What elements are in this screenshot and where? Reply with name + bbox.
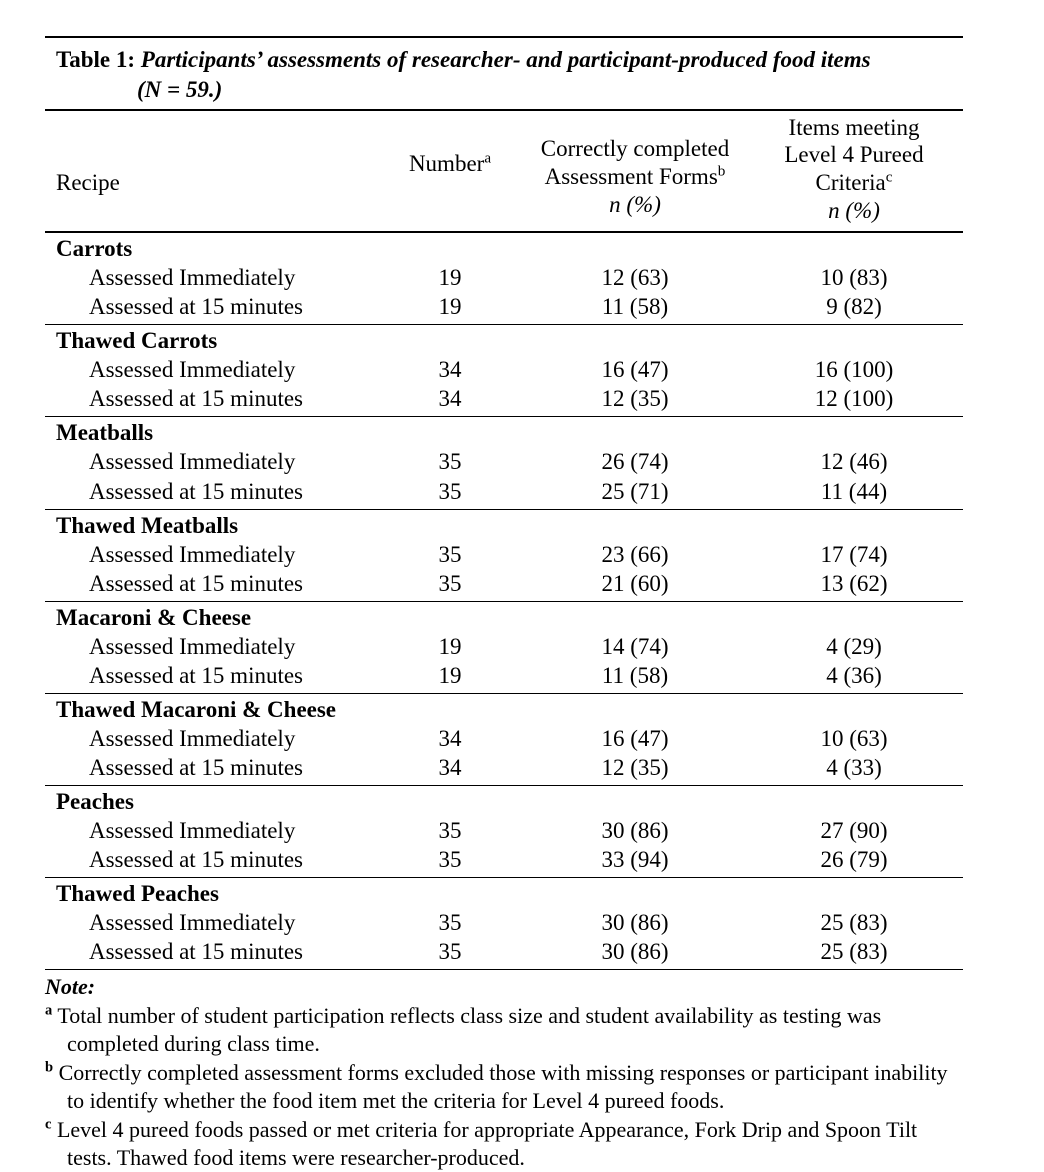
notes-list: [45, 1002, 963, 1172]
cell-forms: 11 (58): [601, 662, 669, 688]
cell-items: 16 (100): [814, 357, 894, 383]
cell-items: 13 (62): [820, 570, 888, 596]
table-section: [45, 325, 963, 417]
table-notes: [45, 970, 963, 1172]
cell-recipe: Assessed at 15 minutes: [89, 478, 304, 504]
section-heading: Thawed Macaroni & Cheese: [56, 696, 337, 722]
cell-forms: 12 (63): [601, 265, 669, 291]
cell-recipe: Assessed at 15 minutes: [89, 294, 304, 320]
table-section: [45, 233, 963, 325]
cell-forms: 23 (66): [601, 541, 669, 567]
section-heading: Peaches: [56, 789, 134, 814]
column-header-recipe: Recipe: [56, 170, 120, 196]
note-item: [45, 1059, 963, 1115]
cell-number: 35: [438, 449, 462, 475]
column-header-forms-line2: Assessment Forms: [544, 163, 718, 189]
cell-number: 35: [438, 570, 462, 596]
cell-items: 27 (90): [820, 818, 888, 844]
cell-recipe: Assessed at 15 minutes: [89, 847, 304, 873]
notes-heading: Note:: [45, 974, 96, 1000]
column-header-items-line3-wrap: [745, 169, 963, 197]
column-header-forms: [525, 135, 745, 226]
section-heading: Meatballs: [56, 420, 154, 446]
cell-recipe: Assessed Immediately: [89, 541, 296, 567]
cell-items: 12 (46): [820, 449, 888, 475]
cell-number: 35: [438, 847, 462, 873]
cell-number: 19: [438, 633, 462, 659]
cell-recipe: Assessed at 15 minutes: [89, 939, 304, 965]
section-heading: Thawed Peaches: [56, 881, 219, 907]
note-text: Level 4 pureed foods passed or met criteria for appropriate Appearance, Fork Drip and Spoon Tilt tests. Thawed food items were researcher-produced.: [56, 1116, 918, 1170]
cell-number: 34: [438, 386, 462, 412]
section-heading: Carrots: [56, 236, 133, 262]
cell-recipe: Assessed Immediately: [89, 725, 296, 751]
column-header-items-line2: Level 4 Pureed: [784, 142, 924, 168]
footnote-ref-a: a: [484, 149, 492, 167]
section-heading: Thawed Carrots: [56, 328, 218, 354]
note-marker: c: [45, 1116, 52, 1133]
cell-forms: 25 (71): [601, 478, 669, 504]
cell-recipe: Assessed Immediately: [89, 265, 296, 291]
column-header-number: [375, 151, 525, 226]
cell-items: 10 (63): [820, 725, 888, 751]
table-row: [45, 477, 963, 506]
table-row: [45, 845, 963, 874]
cell-items: 25 (83): [820, 910, 888, 936]
cell-recipe: Assessed Immediately: [89, 818, 296, 844]
table-row: [45, 632, 963, 661]
cell-number: 19: [438, 265, 462, 291]
cell-forms: 12 (35): [601, 386, 669, 412]
table-row: [45, 724, 963, 753]
table-row: [45, 384, 963, 413]
note-text: Total number of student participation reflects class size and student availability as testing was completed during class time.: [57, 1003, 882, 1057]
column-header-number-label: Number: [408, 151, 485, 177]
cell-number: 19: [438, 294, 462, 320]
table-row: [45, 661, 963, 690]
cell-number: 34: [438, 725, 462, 751]
cell-items: 4 (36): [826, 662, 882, 688]
table-section: [45, 417, 963, 509]
table-section: [45, 694, 963, 786]
table-row: [45, 292, 963, 321]
column-header-items-units: n (%): [828, 197, 880, 223]
cell-forms: 16 (47): [601, 357, 669, 383]
note-text: Correctly completed assessment forms excluded those with missing responses or participant inability to identify whether the food item met the criteria for Level 4 pureed foods.: [58, 1060, 948, 1114]
cell-recipe: Assessed Immediately: [89, 910, 296, 936]
cell-items: 4 (33): [826, 754, 882, 780]
table-title: Participants’ assessments of researcher- and participant-produced food items: [140, 47, 871, 72]
cell-number: 35: [438, 910, 462, 936]
column-header-forms-line2-wrap: [525, 163, 745, 191]
table-section: [45, 878, 963, 970]
table-row: [45, 355, 963, 384]
cell-items: 4 (29): [826, 633, 882, 659]
cell-recipe: Assessed at 15 minutes: [89, 386, 304, 412]
cell-items: 10 (83): [820, 265, 888, 291]
note-item: [45, 1116, 963, 1172]
cell-number: 19: [438, 662, 462, 688]
cell-recipe: Assessed Immediately: [89, 357, 296, 383]
table-row: [45, 816, 963, 845]
table-label: Table 1:: [56, 47, 136, 72]
table-row: [45, 908, 963, 937]
cell-forms: 12 (35): [601, 754, 669, 780]
table-row: [45, 263, 963, 292]
table-section: [45, 510, 963, 602]
table-section: [45, 786, 963, 878]
table-1: [45, 36, 963, 1172]
cell-items: 12 (100): [814, 386, 894, 412]
cell-items: 25 (83): [820, 939, 888, 965]
note-item: [45, 1002, 963, 1058]
table-caption: [45, 38, 963, 109]
table-header-row: [45, 111, 963, 231]
table-row: [45, 937, 963, 966]
section-heading: Macaroni & Cheese: [56, 604, 252, 630]
cell-forms: 14 (74): [601, 633, 669, 659]
cell-number: 34: [438, 357, 462, 383]
column-header-items: [745, 114, 963, 226]
cell-forms: 26 (74): [601, 449, 669, 475]
cell-number: 34: [438, 754, 462, 780]
cell-items: 11 (44): [820, 478, 888, 504]
footnote-ref-c: c: [885, 168, 893, 186]
cell-forms: 33 (94): [601, 847, 669, 873]
column-header-items-line3: Criteria: [815, 169, 886, 195]
cell-recipe: Assessed at 15 minutes: [89, 570, 304, 596]
cell-number: 35: [438, 818, 462, 844]
cell-recipe: Assessed at 15 minutes: [89, 662, 304, 688]
table-row: [45, 569, 963, 598]
table-row: [45, 540, 963, 569]
cell-forms: 30 (86): [601, 818, 669, 844]
table-row: [45, 447, 963, 476]
cell-recipe: Assessed at 15 minutes: [89, 754, 304, 780]
table-section: [45, 602, 963, 694]
cell-number: 35: [438, 478, 462, 504]
cell-forms: 11 (58): [601, 294, 669, 320]
table-title-line2: (N = 59.): [137, 76, 223, 102]
cell-recipe: Assessed Immediately: [89, 633, 296, 659]
cell-number: 35: [438, 939, 462, 965]
note-marker: a: [45, 1002, 53, 1019]
note-marker: b: [45, 1059, 54, 1076]
cell-recipe: Assessed Immediately: [89, 449, 296, 475]
cell-forms: 21 (60): [601, 570, 669, 596]
column-header-forms-units: n (%): [609, 191, 661, 217]
cell-forms: 30 (86): [601, 910, 669, 936]
table-body: [45, 233, 963, 970]
cell-forms: 16 (47): [601, 725, 669, 751]
column-header-items-line1: Items meeting: [788, 114, 920, 140]
column-header-forms-line1: Correctly completed: [540, 136, 730, 162]
footnote-ref-b: b: [717, 162, 726, 180]
cell-number: 35: [438, 541, 462, 567]
cell-items: 26 (79): [820, 847, 888, 873]
cell-forms: 30 (86): [601, 939, 669, 965]
section-heading: Thawed Meatballs: [56, 512, 239, 538]
table-row: [45, 753, 963, 782]
cell-items: 9 (82): [826, 294, 882, 320]
cell-items: 17 (74): [820, 541, 888, 567]
